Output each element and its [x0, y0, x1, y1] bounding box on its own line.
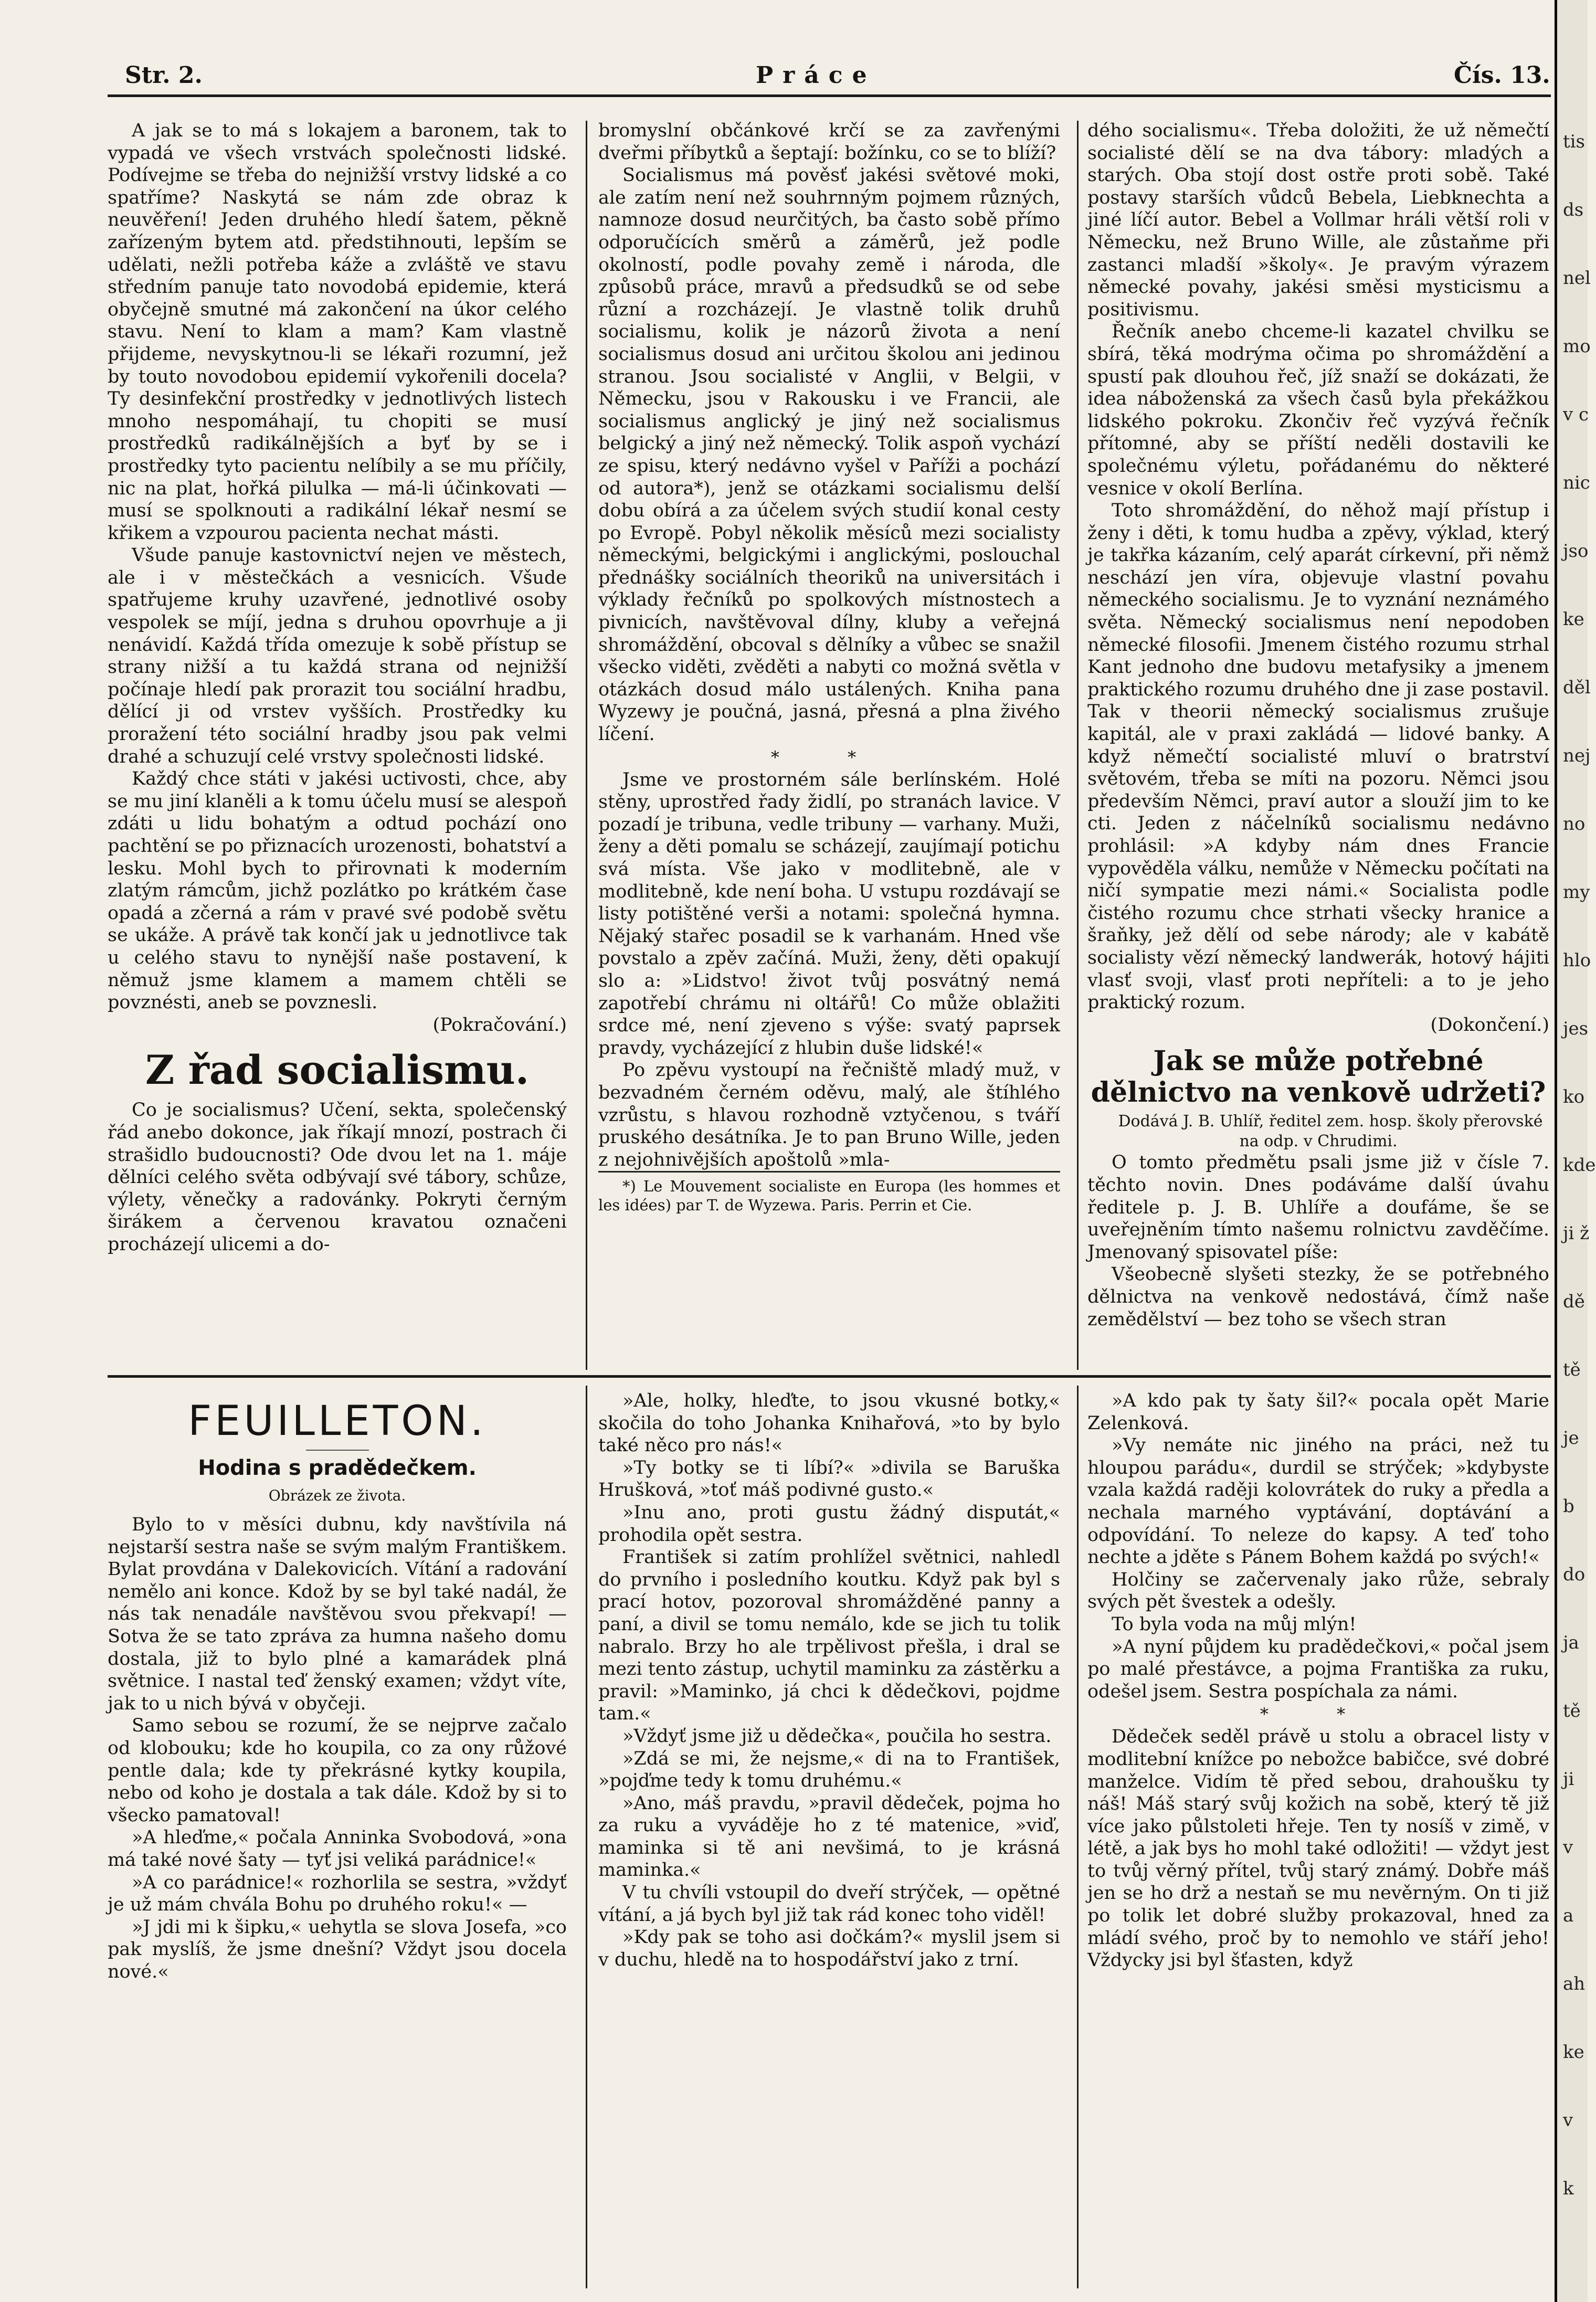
paragraph: František si zatím prohlížel světnici, nahledl do prvního i posledního koutku. Když pak byl s prací hotov, pozoroval shromážděné panny a paní, a divil se tomu nemálo, kde se jich tu tolik nabralo. Brzy ho ale trpělivost přešla, i dral se mezi tento zástup, uchytil maminku za zástěrku a pravil: »Maminko, já chci k dědečkovi, pojdme tam.«	[598, 1547, 1060, 1725]
column-divider	[1077, 121, 1079, 1370]
edge-fragment: tě	[1563, 1359, 1581, 1380]
paragraph: »A co parádnice!« rozhorlila se sestra, »vždyť je už mám chvála Bohu po druhého roku!« —	[108, 1872, 567, 1916]
paragraph: bromyslní občánkové krčí se za zavřenými dveřmi příbytků a šeptají: božínku, co se to blíží?	[598, 120, 1060, 164]
feuilleton-heading: FEUILLETON.	[188, 1398, 487, 1445]
edge-fragment: tě	[1563, 1701, 1581, 1722]
paragraph: Bylo to v měsíci dubnu, kdy navštívila ná nejstarší sestra naše se svým malým Františkem. Bylat provdána v Dalekovicích. Vítání a radování nemělo ani konce. Kdož by se byl také nadál, že nás tak nenadále navštěvou svou překvapí! — Sotva že se tato zpráva za humna našeho domu dostala, již to bylo plné a kamarádek plná světnice. I nastal teď ženský examen; vždyt víte, jak to u nich bývá v obyčeji.	[108, 1514, 567, 1714]
story-title: Hodina s pradědečkem.	[198, 1456, 477, 1480]
paragraph: »J jdi mi k šipku,« uehytla se slova Josefa, »co pak myslíš, že jsme dnešní? Vždyt jsou docela nové.«	[108, 1916, 567, 1982]
paragraph: Jsme ve prostorném sále berlínském. Holé stěny, uprostřed řady židlí, po stranách lavice. V pozadí je tribuna, vedle tribuny — varhany. Muži, ženy a děti pomalu se scházejí, zaujímají potichu svá místa. Vše jako v modlitebně, ale v modlitebně, kde není boha. U vstupu rozdávají se listy potištěné verši a notami: společná hymna. Nějaký stařec posadil se k varhanám. Hned vše povstalo a zpěv začíná. Muži, ženy, děti opakují slo a: »Lidstvo! život tvůj posvátný nemá zapotřebí chrámu ni oltářů! Co může oblažiti srdce mé, není zjeveno s výše: svatý paprsek pravdy, vycházející z hlubin duše lidské!«	[598, 769, 1060, 1059]
paragraph: »Inu ano, proti gustu žádný disputát,« prohodila opět sestra.	[598, 1502, 1060, 1546]
edge-fragment: je	[1563, 1428, 1579, 1449]
paragraph: »Ale, holky, hleďte, to jsou vkusné botky,« skočila do toho Johanka Knihařová, »to by bylo také něco pro nás!«	[598, 1390, 1060, 1456]
issue-number: Čís. 13.	[1454, 62, 1550, 89]
page-number: Str. 2.	[125, 62, 203, 89]
edge-fragment: ji ž	[1563, 1223, 1590, 1244]
paragraph: Všude panuje kastovnictví nejen ve městech, ale i v městečkách a vesnicích. Všude spatřujeme kruhy uzavřené, jednotlivé osoby vespolek se míjí, jedna s druhou opovrhuje a ji nenávidí. Každá třída omezuje k sobě přístup se strany nižší a tu každá strana od nejnižší počínaje hledí pak prorazit tou sociální hradbu, dělící ji od vrstev vyšších. Prostředky ku proražení této sociální hradby jsou pak velmi drahé a schuzují celé vrstvy společnosti lidské.	[108, 545, 567, 767]
edge-fragment: do	[1563, 1564, 1586, 1585]
page-gutter	[1555, 0, 1557, 2302]
paragraph: »Zdá se mi, že nejsme,« di na to František, »pojďme tedy k tomu druhému.«	[598, 1748, 1060, 1792]
story-subtitle: Obrázek ze života.	[268, 1487, 406, 1504]
paragraph: To byla voda na můj mlýn!	[1112, 1613, 1357, 1635]
section-break: * *	[770, 747, 888, 767]
feuilleton-column-2	[598, 1390, 1060, 2287]
paragraph: »Kdy pak se toho asi dočkám?« myslil jsem si v duchu, hledě na to hospodářství jako z trní.	[598, 1927, 1060, 1970]
edge-fragment: jso	[1563, 541, 1589, 562]
edge-fragment: ke	[1563, 609, 1584, 630]
edge-fragment: ke	[1563, 2042, 1584, 2063]
paragraph: Po zpěvu vystoupí na řečniště mladý muž, v bezvadném černém oděvu, malý, ale štíhlého vzrůstu, s hlavou rozhodně vztyčenou, s tváří pruského desátníka. Je to pan Bruno Wille, jeden z nejohnivějších apoštolů »mla-	[598, 1060, 1060, 1170]
edge-fragment: k	[1563, 2178, 1574, 2199]
paragraph: »A kdo pak ty šaty šil?« pocala opět Marie Zelenková.	[1087, 1390, 1549, 1434]
edge-fragment: my	[1563, 882, 1590, 903]
paragraph: dého socialismu«. Třeba doložiti, že už němečtí socialisté dělí se na dva tábory: mladých a starých. Oba stojí dost ostře proti sobě. Také postavy starších vůdců Bebela, Liebknechta a jiné líčí autor. Bebel a Vollmar hráli větší roli v Německu, než Bruno Wille, ale zůstaňme při zastanci mladší »školy«. Je pravým výrazem německé povahy, jakési směsi mysticismu a positivismu.	[1087, 120, 1549, 320]
paragraph: »Vy nemáte nic jiného na práci, než tu hloupou parádu«, durdil se strýček; »kdybyste vzala každá raději kolovrátek do ruky a předla a nechala marného vyptávání, doptávání a odpovídání. To neleze do kapsy. A teď toho nechte a jděte s Pánem Bohem každá po svých!«	[1087, 1435, 1549, 1568]
edge-fragment: v c	[1563, 404, 1589, 425]
section-break: * *	[1260, 1704, 1377, 1725]
paragraph: »Ano, máš pravdu, »pravil dědeček, pojma ho za ruku a vyváděje ho z té matenice, »viď, maminka si tě ani nevšimá, to je krásná maminka.«	[598, 1792, 1060, 1881]
edge-fragment: v	[1563, 1837, 1573, 1858]
paragraph: Samo sebou se rozumí, že se nejprve začalo od klobouku; kde ho koupila, co za ony růžové pentle dala; kde ty překrásné kytky koupila, nebo od koho je dostala a tak dále. Kdož by si to všecko pamatoval!	[108, 1715, 567, 1826]
paragraph: O tomto předmětu psali jsme již v čísle 7. těchto novin. Dnes podáváme další úvahu ředitele p. J. B. Uhlíře a doufáme, še se uveřejněním tímto našemu rolnictvu zavděčíme. Jmenovaný spisovatel píše:	[1087, 1152, 1549, 1263]
ornament	[306, 1450, 369, 1451]
edge-fragment: v	[1563, 2110, 1573, 2131]
edge-fragment: jes	[1563, 1018, 1589, 1039]
feuilleton-column-3	[1087, 1390, 1549, 2287]
edge-fragment: ko	[1563, 1086, 1585, 1107]
byline: Dodává J. B. Uhlíř, ředitel zem. hosp. školy přerovské na odp. v Chrudimi.	[1118, 1112, 1543, 1151]
edge-fragment: děl	[1563, 677, 1591, 698]
paragraph: »Vždyť jsme již u dědečka«, poučila ho sestra.	[622, 1725, 1052, 1747]
article-column-3	[1087, 120, 1549, 1369]
edge-fragment: nej	[1563, 745, 1591, 766]
paragraph: »A hleďme,« počala Anninka Svobodová, »ona má také nové šaty — tyť jsi veliká parádnice!«	[108, 1827, 567, 1871]
edge-fragment: nic	[1563, 472, 1590, 493]
edge-fragment: b	[1563, 1496, 1574, 1517]
paragraph: V tu chvíli vstoupil do dveří strýček, — opětné vítání, a já bych byl již tak rád konec toho viděl!	[598, 1882, 1060, 1926]
paragraph: Všeobecně slyšeti stezky, že se potřebného dělnictva na venkově nedostává, čímž naše zemědělství — bez toho se všech stran	[1087, 1264, 1549, 1330]
header-rule	[108, 94, 1551, 97]
edge-fragment: ah	[1563, 1973, 1586, 1994]
paragraph: »A nyní půjdem ku pradědečkovi,« počal jsem po malé přestávce, a pojma Františka za ruku, odešel jsem. Sestra pospíchala za námi.	[1087, 1636, 1549, 1702]
feuilleton-column-1	[108, 1386, 567, 2288]
continuation-note: (Dokončení.)	[1430, 1014, 1549, 1036]
paragraph: »Ty botky se ti líbí?« »divila se Baruška Hrušková, »toť máš podivné gusto.«	[598, 1457, 1060, 1501]
article-column-2	[598, 120, 1060, 1369]
column-divider	[586, 1386, 587, 2288]
feuilleton-rule	[108, 1375, 1551, 1378]
paragraph: Co je socialismus? Učení, sekta, společenský řád anebo dokonce, jak říkají mnozí, postrach či strašidlo budoucnosti? Ode dvou let na 1. máje dělníci celého světa odbývají své tábory, schůze, výlety, věnečky a radovánky. Pokryti černým širákem a červenou kravatou označeni procházejí ulicemi a do-	[108, 1100, 567, 1255]
edge-fragment: dě	[1563, 1291, 1585, 1312]
edge-fragment: tis	[1563, 131, 1585, 152]
edge-fragment: mo	[1563, 336, 1591, 357]
edge-fragment: ds	[1563, 199, 1584, 220]
edge-fragment: ja	[1563, 1632, 1579, 1653]
paragraph: Dědeček seděl právě u stolu a obracel listy v modlitební knížce po nebožce babičce, své dobré manželce. Vidím tě před sebou, drahoušku ty náš! Máš starý svůj kožich na sobě, který tě již více jako půlstoleti hřeje. Ten ty nosíš v zimě, v létě, a jak bys ho mohl také odložiti! — vždyt jest to tvůj věrný přítel, tvůj starý známý. Dobře máš jen se ho drž a nestaň se mu nevěrným. On ti již po tolik let dobré služby prokazoval, hned za mládí svého, proč by to nemohlo ve stáří jeho! Vždycky jsi byl šťasten, když	[1087, 1726, 1549, 1971]
footnote: *) Le Mouvement socialiste en Europa (les hommes et les idées) par T. de Wyzewa. Paris. Perrin et Cie.	[598, 1171, 1060, 1215]
edge-fragment: ji	[1563, 1769, 1574, 1790]
edge-fragment: no	[1563, 814, 1586, 835]
continuation-note: (Pokračování.)	[432, 1014, 567, 1036]
paragraph: Holčiny se začervenaly jako růže, sebraly svých pět švestek a odešly.	[1087, 1569, 1549, 1613]
article-title: Z řad socialismu.	[145, 1047, 530, 1094]
edge-fragment: a	[1563, 1905, 1574, 1926]
paragraph: A jak se to má s lokajem a baronem, tak to vypadá ve všech vrstvách společnosti lidské. Podívejme se třeba do nejnižší vrstvy lidské a co spatříme? Naskytá se nám zde obraz k neuvěření! Jeden druhého hledí šatem, pěkně zařízeným bytem atd. předstihnouti, lepším se udělati, nežli potřeba káže a zvláště ve stavu středním panuje tato novodobá epidemie, která obyčejně smutné má zakončení na úkor celého stavu. Není to klam a mam? Kam vlastně přijdeme, nevyskytnou-li se lékaři rozumní, jež by touto novodobou epidemií vykořenili docela? Ty desinfekční prostředky v jednotlivých listech mnoho nespomáhají, tu chopiti se musí prostředků radikálnějších a byť by se i prostředky tyto pacientu nelíbily a se mu příčily, nic na plat, hořká pilulka — má-li účinkovati — musí se spolknouti a radikální lékař nesmí se křikem a vzpourou pacienta nechat másti.	[108, 120, 567, 544]
paragraph: Toto shromáždění, do něhož mají přístup i ženy i děti, k tomu hudba a zpěvy, výklad, který je takřka kázaním, celý aparát církevní, při němž neschází jen víra, objevuje vlastní povahu německého socialismu. Je to vyznání neznámého světa. Německý socialismus není nepodoben německé filosofii. Jmenem čistého rozumu strhal Kant jednoho dne budovu metafysiky a jmenem praktického rozumu druhého dne ji zase postavil. Tak v theorii německý socialismus zrušuje kapitál, ale v praxi zakládá — lidové banky. A když němečtí socialisté mluví o bratrství světovém, třeba se míti na pozoru. Němci jsou především Němci, praví autor a slouží jim to ke cti. Jeden z náčelníků socialismu nedávno prohlásil: »A kdyby nám dnes Francie vypověděla válku, nemůže v Německu počítati na ničí sympatie mezi námi.« Socialista podle čistého rozumu chce strhati všecky hranice a šraňky, jež dělí od sebe národy; ale v kabátě socialisty vězí německý landwerák, hotový hájiti vlasť svoji, vlasť proti nepříteli: a to je jeho praktický rozum.	[1087, 500, 1549, 1013]
paragraph: Řečník anebo chceme-li kazatel chvilku se sbírá, těká modrýma očima po shromáždění a spustí pak dlouhou řeč, jíž snaží se dokázati, že idea náboženská za všech časů byla překážkou lidského pokroku. Zkončiv řeč vyzývá řečník přítomné, aby se příští neděli dostavili ke společnému výletu, pořádanému do některé vesnice v okolí Berlína.	[1087, 321, 1549, 499]
article-column-1	[108, 120, 567, 1369]
edge-fragment: nel	[1563, 268, 1591, 289]
paragraph: Každý chce státi v jakési uctivosti, chce, aby se mu jiní klaněli a k tomu účelu musí se alespoň zdáti u lidu bohatým a odtud pochází ono pachtění se po přiznacích urozenosti, bohatství a lesku. Mohl bych to přirovnati k moderním zlatým rámcům, jichž pozlátko po krátkém čase opadá a zčerná a rám v pravé své podobě světu se ukáže. A právě tak končí jak u jednotlivce tak u celého stavu to nynější naše postavení, k němuž jsme klamem a mamem chtěli se povznésti, aneb se povznesli.	[108, 768, 567, 1013]
article-title: Jak se může potřebné dělnictvo na venkově udržeti?	[1091, 1045, 1546, 1109]
paragraph: Socialismus má pověsť jakési světové moki, ale zatím není než souhrnným pojmem různých, namnoze dosud neurčitých, ba často sobě přímo odporučících směrů a záměrů, jež podle okolností, podle povahy země i národa, dle způsobů práce, mravů a předsudků se od sebe různí a rozcházejí. Je vlastně tolik druhů socialismu, kolik je názorů života a není socialismus dosud ani určitou školou ani jedinou stranou. Jsou socialisté v Anglii, v Belgii, v Německu, jsou v Rakousku i ve Francii, ale socialismus anglický je jiný než socialismus belgický a jiný než německý. Tolik aspoň vychází ze spisu, který nedávno vyšel v Paříži a pochází od autora*), jenž se otázkami socialismu delší dobu obírá a za účelem svých studií konal cesty po Evropě. Pobyl několik měsíců mezi socialisty německými, belgickými i anglickými, poslouchal přednášky sociálních theoriků na universitách i výklady řečníků po spolkových místnostech a pivnicích, navštěvoval dílny, kluby a veřejná shromáždění, obcoval s dělníky a vůbec se snažil všecko viděti, zvěděti a nabyti co možná světla v otázkách dosud málo ustálených. Kniha pana Wyzewy je poučná, jasná, přesná a plna živého líčení.	[598, 165, 1060, 745]
edge-fragment: kde	[1563, 1155, 1596, 1176]
column-divider	[586, 121, 587, 1370]
newspaper-title: Práce	[756, 62, 876, 89]
column-divider	[1077, 1386, 1079, 2288]
edge-fragment: hlo	[1563, 950, 1591, 971]
